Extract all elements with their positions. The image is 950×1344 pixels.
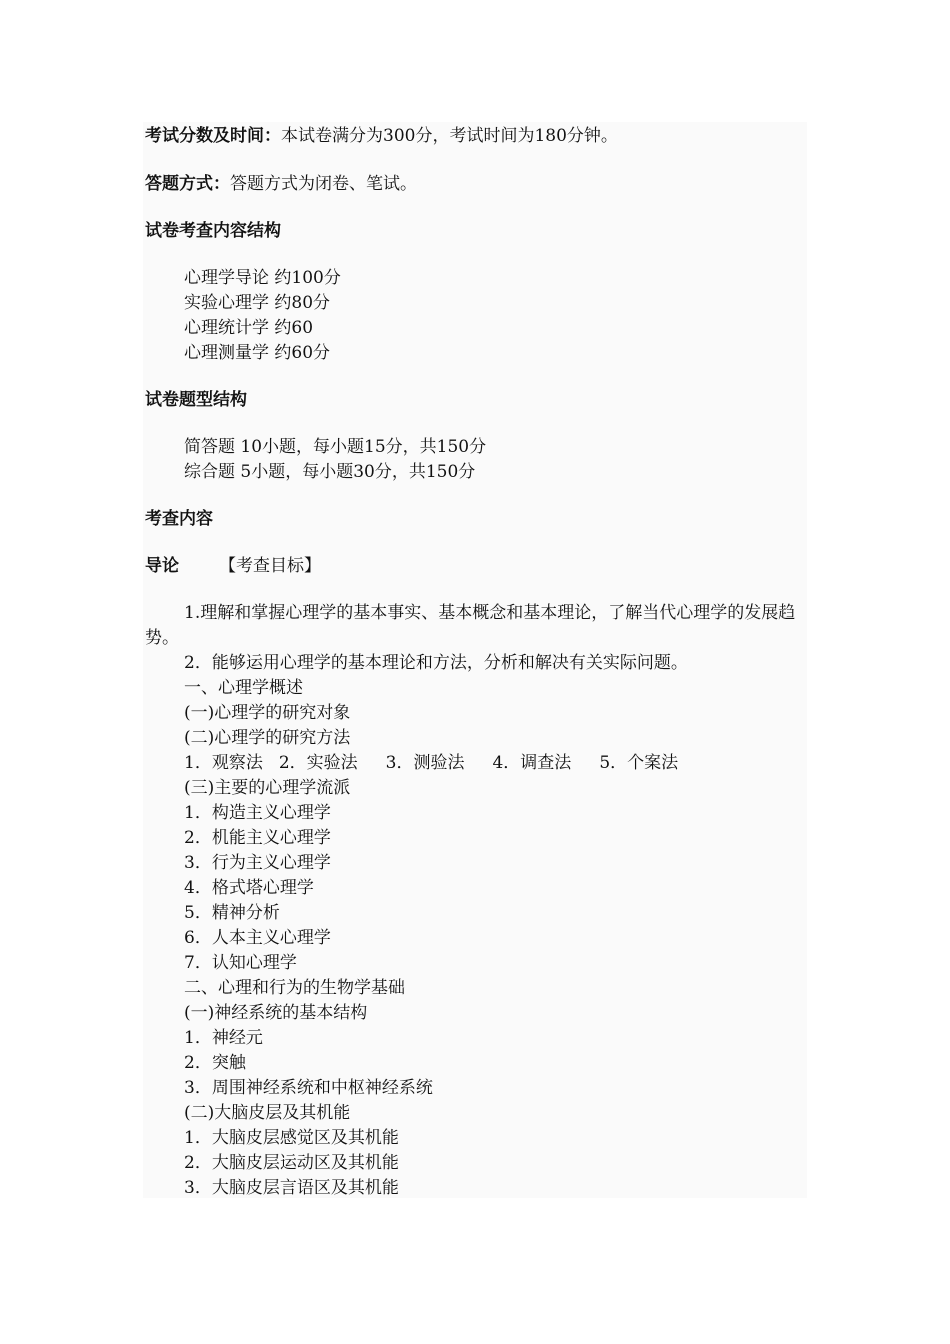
- outline-item: (一)心理学的研究对象: [184, 703, 351, 723]
- content-structure-item: 心理测量学 约60分: [184, 343, 331, 363]
- outline-item: 3．周围神经系统和中枢神经系统: [184, 1078, 433, 1098]
- outline-item: 5．精神分析: [184, 903, 280, 923]
- method-item: 3．测验法: [385, 753, 465, 773]
- outline-item: 2．突触: [184, 1053, 246, 1073]
- outline-item: 7．认知心理学: [184, 953, 297, 973]
- goal-1: 1.理解和掌握心理学的基本事实、基本概念和基本理论，了解当代心理学的发展趋势。: [145, 603, 796, 648]
- outline-item: 3．行为主义心理学: [184, 853, 331, 873]
- content-heading: 考查内容: [145, 509, 213, 529]
- method-item: 2．实验法: [278, 753, 358, 773]
- content-structure-item: 心理统计学 约60: [184, 318, 314, 338]
- exam-score-time-line: [145, 124, 618, 149]
- exam-format-line: [145, 172, 417, 197]
- format-text: 答题方式为闭卷、笔试。: [230, 174, 417, 194]
- outline-item: (一)神经系统的基本结构: [184, 1003, 368, 1023]
- outline-item: (三)主要的心理学流派: [184, 778, 351, 798]
- method-item: 4．调查法: [492, 753, 572, 773]
- goal-2: 2．能够运用心理学的基本理论和方法，分析和解决有关实际问题。: [184, 653, 688, 673]
- content-structure-item: 心理学导论 约100分: [184, 268, 341, 288]
- score-time-label: 考试分数及时间：: [145, 126, 281, 146]
- outline-item: 1．大脑皮层感觉区及其机能: [184, 1128, 399, 1148]
- research-methods-line: [184, 751, 678, 776]
- question-structure-item: 简答题 10小题，每小题15分，共150分: [184, 437, 487, 457]
- question-structure-item: 综合题 5小题，每小题30分，共150分: [184, 462, 476, 482]
- outline-item: 2．机能主义心理学: [184, 828, 331, 848]
- outline-item: (二)心理学的研究方法: [184, 728, 351, 748]
- outline-item: 一、心理学概述: [184, 678, 303, 698]
- outline-item: 4．格式塔心理学: [184, 878, 314, 898]
- outline-item: 1．构造主义心理学: [184, 803, 331, 823]
- method-item: 5．个案法: [599, 753, 679, 773]
- intro-heading: 导论: [145, 556, 179, 576]
- format-label: 答题方式：: [145, 174, 230, 194]
- method-item: 1．观察法: [184, 753, 263, 773]
- intro-heading-line: [145, 554, 321, 579]
- score-time-text: 本试卷满分为300分，考试时间为180分钟。: [281, 126, 618, 146]
- content-structure-item: 实验心理学 约80分: [184, 293, 331, 313]
- outline-item: (二)大脑皮层及其机能: [184, 1103, 351, 1123]
- target-label: 【考查目标】: [219, 556, 321, 576]
- outline-item: 3．大脑皮层言语区及其机能: [184, 1178, 399, 1198]
- document-page: [143, 122, 807, 1198]
- outline-item: 二、心理和行为的生物学基础: [184, 978, 405, 998]
- outline-item: 2．大脑皮层运动区及其机能: [184, 1153, 399, 1173]
- outline-item: 6．人本主义心理学: [184, 928, 331, 948]
- outline-item: 1．神经元: [184, 1028, 263, 1048]
- question-structure-heading: 试卷题型结构: [145, 390, 247, 410]
- content-structure-heading: 试卷考查内容结构: [145, 221, 281, 241]
